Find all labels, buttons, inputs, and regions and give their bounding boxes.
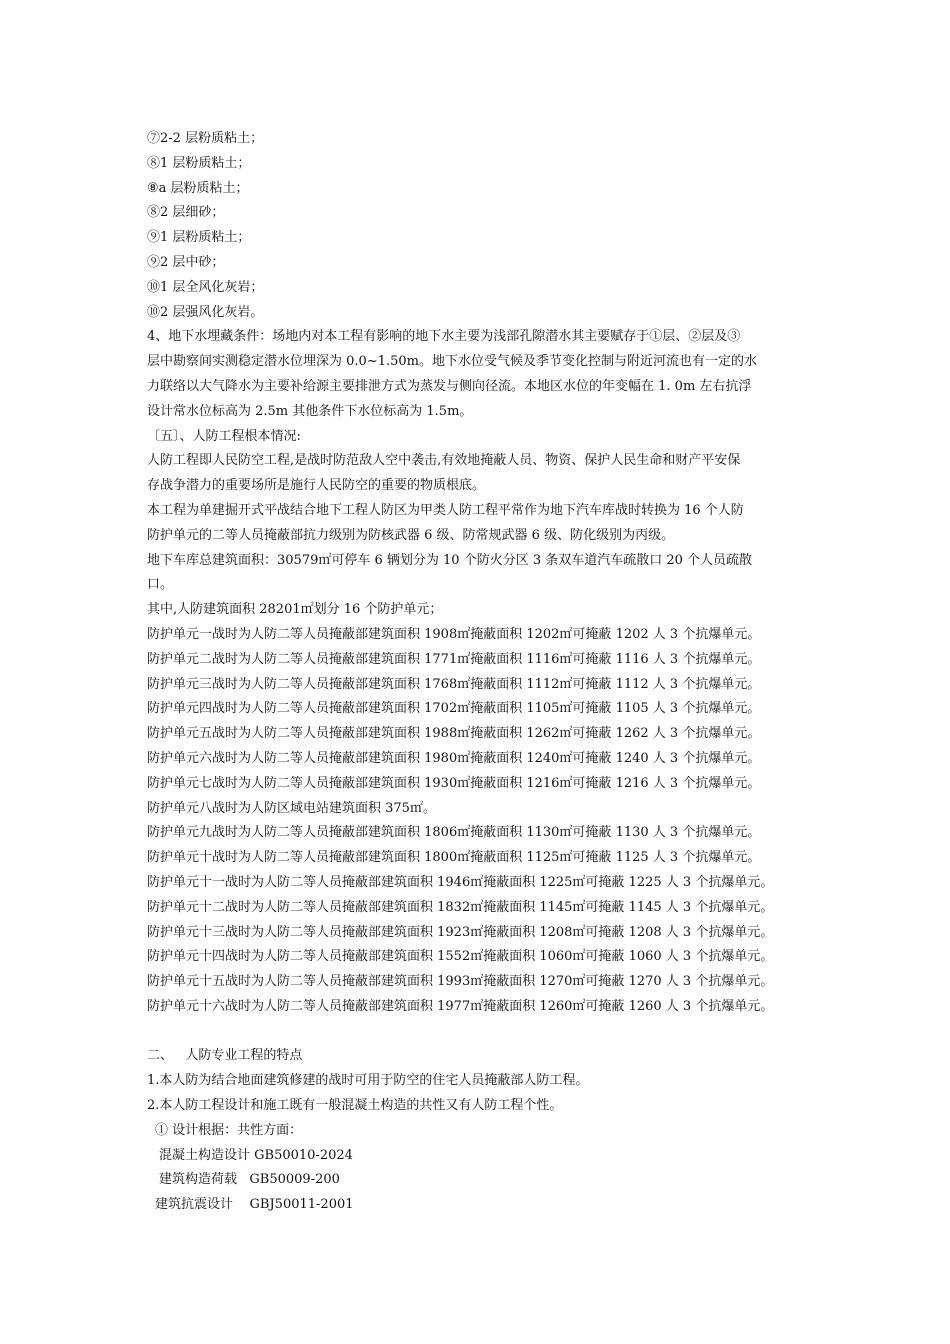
strata-item: ⑧2 层细砂； [147,205,225,221]
paragraph-line: 本工程为单建掘开式平战结合地下工程人防区为甲类人防工程平常作为地下汽车库战时转换为 16 个人防 [147,502,744,518]
protection-unit-item: 防护单元四战时为人防二等人员掩蔽部建筑面积 1702㎡掩蔽面积 1105㎡可掩蔽 1105 人 3 个抗爆单元。 [147,701,761,717]
section-two [147,1044,807,1218]
paragraph-line: 口。 [147,577,174,593]
paragraph-line: 2.本人防工程设计和施工既有一般混凝土构造的共性又有人防工程个性。 [147,1098,563,1114]
paragraph-line: 地下车库总建筑面积：30579㎡可停车 6 辆划分为 10 个防火分区 3 条双车道汽车疏散口 20 个人员疏散 [147,552,753,568]
protection-unit-list [147,623,807,1020]
section-five [147,425,807,623]
protection-unit-item: 防护单元七战时为人防二等人员掩蔽部建筑面积 1930㎡掩蔽面积 1216㎡可掩蔽 1216 人 3 个抗爆单元。 [147,775,761,791]
protection-unit-item: 防护单元五战时为人防二等人员掩蔽部建筑面积 1988㎡掩蔽面积 1262㎡可掩蔽 1262 人 3 个抗爆单元。 [147,726,761,742]
strata-item: ⑧1 层粉质粘土； [147,155,251,171]
protection-unit-item: 防护单元一战时为人防二等人员掩蔽部建筑面积 1908㎡掩蔽面积 1202㎡可掩蔽 1202 人 3 个抗爆单元。 [147,626,761,642]
paragraph-line: 力联络以大气降水为主要补给源主要排泄方式为蒸发与侧向径流。本地区水位的年变幅在 1. 0m 左右抗浮 [147,378,752,394]
protection-unit-item: 防护单元十六战时为人防二等人员掩蔽部建筑面积 1977㎡掩蔽面积 1260㎡可掩蔽 1260 人 3 个抗爆单元。 [147,998,774,1014]
section-heading: 〔五〕、人防工程根本情况: [147,428,301,444]
strata-item: ⑩2 层强风化灰岩。 [147,304,264,320]
standard-item: 混凝土构造设计 GB50010-2024 [159,1147,353,1163]
protection-unit-item: 防护单元十一战时为人防二等人员掩蔽部建筑面积 1946㎡掩蔽面积 1225㎡可掩蔽 1225 人 3 个抗爆单元。 [147,874,774,890]
paragraph-line: 人防工程即人民防空工程,是战时防范敌人空中袭击,有效地掩蔽人员、物资、保护人民生命和财产平安保 [147,453,741,469]
protection-unit-item: 防护单元八战时为人防区域电站建筑面积 375㎡。 [147,800,436,816]
paragraph-line: 防护单元的二等人员掩蔽部抗力级别为防核武器 6 级、防常规武器 6 级、防化级别为丙级。 [147,527,675,543]
protection-unit-item: 防护单元三战时为人防二等人员掩蔽部建筑面积 1768㎡掩蔽面积 1112㎡可掩蔽 1112 人 3 个抗爆单元。 [147,676,761,692]
groundwater-paragraph [147,325,807,424]
paragraph-line: 存战争潜力的重要场所是施行人民防空的重要的物质根底。 [147,478,486,494]
standard-item: 建筑抗震设计 GBJ50011-2001 [155,1197,354,1213]
protection-unit-item: 防护单元六战时为人防二等人员掩蔽部建筑面积 1980㎡掩蔽面积 1240㎡可掩蔽 1240 人 3 个抗爆单元。 [147,750,761,766]
protection-unit-item: 防护单元十二战时为人防二等人员掩蔽部建筑面积 1832㎡掩蔽面积 1145㎡可掩蔽 1145 人 3 个抗爆单元。 [147,899,774,915]
design-basis-heading: ① 设计根据：共性方面： [155,1122,303,1138]
paragraph-line: 层中勘察间实测稳定潜水位埋深为 0.0~1.50m。地下水位受气候及季节变化控制与附近河流也有一定的水 [147,354,757,370]
strata-item: ⑧a 层粉质粘土； [147,180,249,196]
strata-item: ⑨2 层中砂； [147,254,225,270]
strata-item: ⑦2-2 层粉质粘土； [147,131,264,146]
blank-line [147,1020,807,1045]
protection-unit-item: 防护单元二战时为人防二等人员掩蔽部建筑面积 1771㎡掩蔽面积 1116㎡可掩蔽 1116 人 3 个抗爆单元。 [147,651,761,667]
strata-item: ⑩1 层全风化灰岩； [147,279,264,295]
section-heading: 二、 人防专业工程的特点 [147,1048,303,1064]
strata-list [147,127,807,325]
paragraph-line: 设计常水位标高为 2.5m 其他条件下水位标高为 1.5m。 [147,403,473,419]
standard-item: 建筑构造荷载 GB50009-200 [159,1172,340,1188]
paragraph-line: 4、地下水埋藏条件：场地内对本工程有影响的地下水主要为浅部孔隙潜水其主要赋存于①层、②层及③ [147,329,741,345]
protection-unit-item: 防护单元九战时为人防二等人员掩蔽部建筑面积 1806㎡掩蔽面积 1130㎡可掩蔽 1130 人 3 个抗爆单元。 [147,825,761,841]
protection-unit-item: 防护单元十战时为人防二等人员掩蔽部建筑面积 1800㎡掩蔽面积 1125㎡可掩蔽 1125 人 3 个抗爆单元。 [147,850,761,866]
paragraph-line: 1.本人防为结合地面建筑修建的战时可用于防空的住宅人员掩蔽部人防工程。 [147,1073,589,1089]
paragraph-line: 其中,人防建筑面积 28201㎡划分 16 个防护单元； [147,602,443,618]
strata-item: ⑨1 层粉质粘土； [147,230,251,246]
protection-unit-item: 防护单元十四战时为人防二等人员掩蔽部建筑面积 1552㎡掩蔽面积 1060㎡可掩蔽 1060 人 3 个抗爆单元。 [147,949,774,965]
protection-unit-item: 防护单元十三战时为人防二等人员掩蔽部建筑面积 1923㎡掩蔽面积 1208㎡可掩蔽 1208 人 3 个抗爆单元。 [147,924,774,940]
document-page [147,127,807,1218]
protection-unit-item: 防护单元十五战时为人防二等人员掩蔽部建筑面积 1993㎡掩蔽面积 1270㎡可掩蔽 1270 人 3 个抗爆单元。 [147,974,774,990]
